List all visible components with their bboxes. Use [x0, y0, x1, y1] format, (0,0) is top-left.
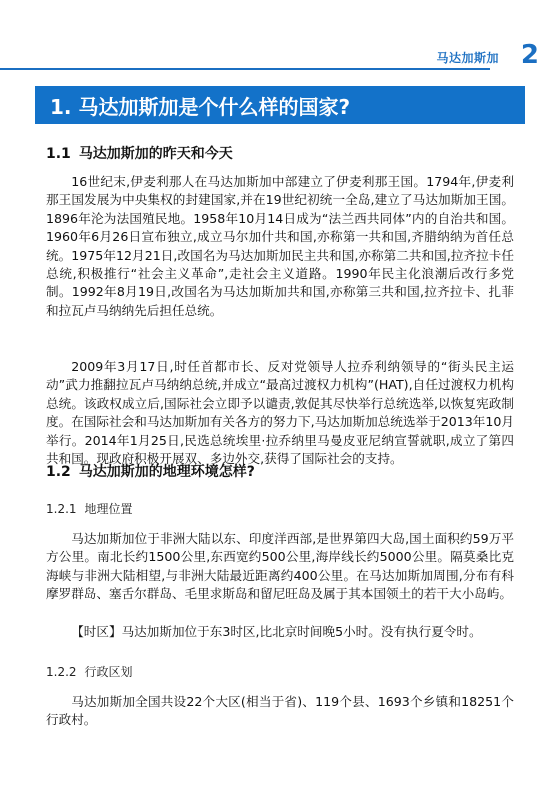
subsection-heading-1-2-1	[46, 500, 133, 517]
paragraph-administrative: 马达加斯加全国共设22个大区(相当于省)、119个县、1693个乡镇和18251个行政村。	[46, 694, 514, 728]
section-number: 1.1	[46, 146, 71, 162]
running-head-title: 马达加斯加	[436, 51, 499, 65]
section-title: 马达加斯加的昨天和今天	[78, 146, 233, 162]
paragraph-timezone: 【时区】马达加斯加位于东3时区,比北京时间晚5小时。没有执行夏令时。	[71, 624, 482, 639]
page-number: 2	[520, 40, 539, 70]
chapter-title-banner	[35, 86, 525, 124]
subsection-heading-1-2-2	[46, 663, 133, 680]
subsection-title: 行政区划	[84, 665, 133, 679]
section-heading-1-2	[46, 461, 255, 481]
running-head	[0, 40, 559, 76]
paragraph-history-1: 16世纪末,伊麦利那人在马达加斯加中部建立了伊麦利那王国。1794年,伊麦利那王国发展为中央集权的封建国家,并在19世纪初统一全岛,建立了马达加斯加王国。1896年沦为法国殖民地。1958年10月14日成为“法兰西共同体”内的自治共和国。1960年6月26日宣布独立,成立马尔加什共和国,亦称第一共和国,齐腊纳纳为首任总统。1975年12月21日,改国名为马达加斯加民主共和国,亦称第二共和国,拉齐拉卡任总统,积极推行“社会主义革命”,走社会主义道路。1990年民主化浪潮后改行多党制。1992年8月19日,改国名为马达加斯加共和国,亦称第三共和国,拉齐拉卡、扎菲和拉瓦卢马纳纳先后担任总统。	[46, 174, 514, 318]
section-number: 1.2	[46, 464, 71, 480]
section-heading-1-1	[46, 143, 233, 163]
chapter-title: 1. 马达加斯加是个什么样的国家?	[50, 95, 351, 119]
paragraph-history-2: 2009年3月17日,时任首都市长、反对党领导人拉乔利纳领导的“街头民主运动”武力推翻拉瓦卢马纳纳总统,并成立“最高过渡权力机构”(HAT),自任过渡权力机构总统。该政权成立后,国际社会立即予以谴责,敦促其尽快举行总统选举,以恢复宪政制度。在国际社会和马达加斯加有关各方的努力下,马达加斯加总统选举于2013年10月举行。2014年1月25日,民选总统埃里·拉乔纳里马曼皮亚尼纳宣誓就职,成立了第四共和国。现政府积极开展双、多边外交,获得了国际社会的支持。	[46, 359, 514, 467]
subsection-number: 1.2.1	[46, 502, 77, 516]
subsection-number: 1.2.2	[46, 665, 77, 679]
subsection-title: 地理位置	[84, 502, 133, 516]
header-rule	[0, 68, 490, 70]
paragraph-location: 马达加斯加位于非洲大陆以东、印度洋西部,是世界第四大岛,国土面积约59万平方公里。南北长约1500公里,东西宽约500公里,海岸线长约5000公里。隔莫桑比克海峡与非洲大陆相望,与非洲大陆最近距离约400公里。在马达加斯加周围,分布有科摩罗群岛、塞舌尔群岛、毛里求斯岛和留尼旺岛及属于其本国领土的若干大小岛屿。	[46, 531, 514, 602]
section-title: 马达加斯加的地理环境怎样?	[78, 464, 255, 480]
